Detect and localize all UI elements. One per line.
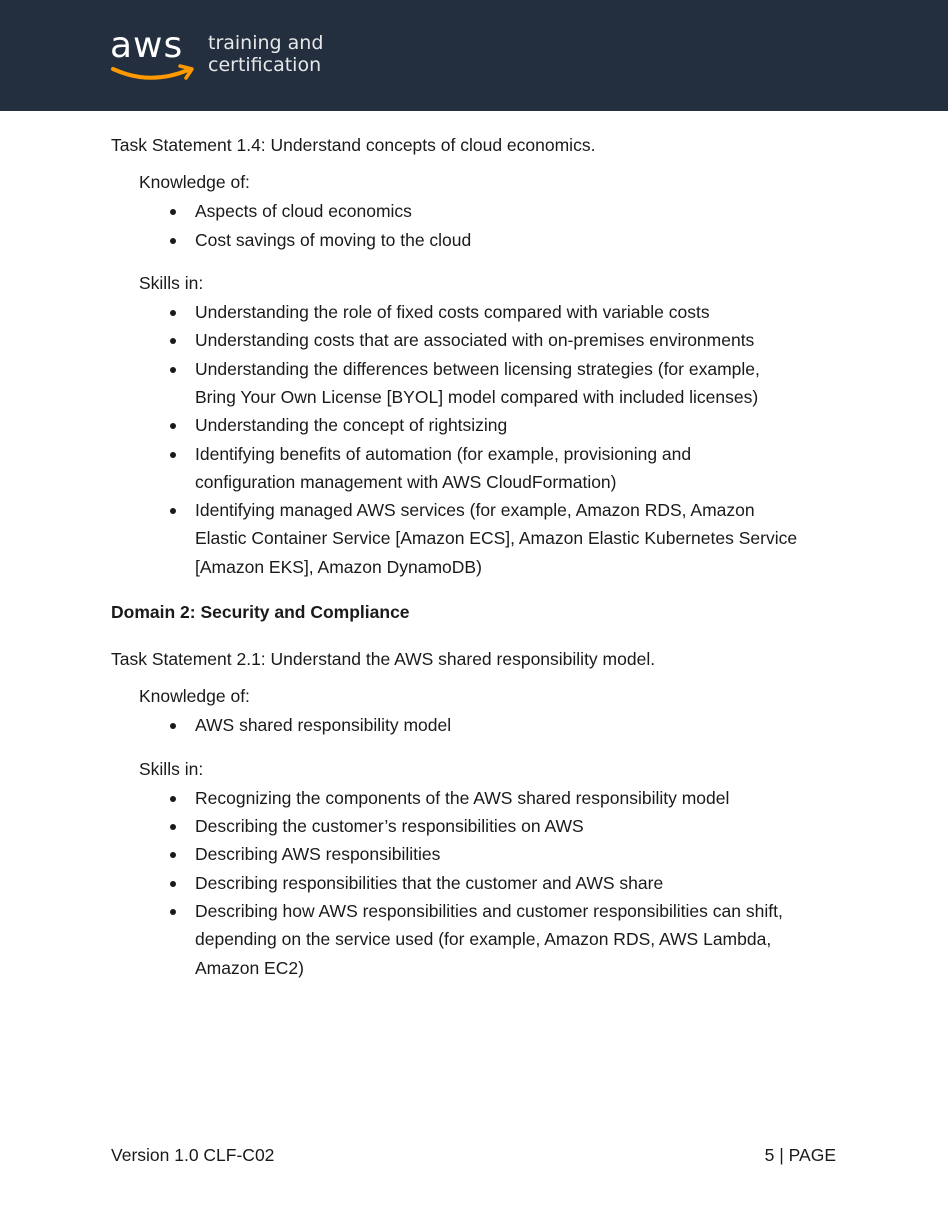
- knowledge-item: Cost savings of moving to the cloud: [195, 230, 472, 250]
- skill-item: Understanding costs that are associated with on-premises environments: [195, 330, 755, 350]
- domain-2-title: Domain 2: Security and Compliance: [111, 602, 410, 622]
- skill-item-continued: configuration management with AWS CloudFormation): [195, 472, 617, 492]
- page-header: [0, 0, 948, 111]
- bullet-icon: [170, 852, 176, 858]
- bullet-icon: [170, 881, 176, 887]
- knowledge-heading: Knowledge of:: [139, 686, 250, 706]
- skill-item: Identifying benefits of automation (for example, provisioning and: [195, 444, 692, 464]
- bullet-icon: [170, 238, 176, 244]
- bullet-icon: [170, 508, 176, 514]
- knowledge-item: Aspects of cloud economics: [195, 201, 412, 221]
- skill-item: Describing the customer’s responsibilities on AWS: [195, 816, 584, 836]
- bullet-icon: [170, 796, 176, 802]
- footer-page-number: 5 | PAGE: [764, 1145, 836, 1165]
- bullet-icon: [170, 367, 176, 373]
- skill-item-continued: depending on the service used (for example, Amazon RDS, AWS Lambda,: [195, 929, 772, 949]
- skill-item-continued: Amazon EC2): [195, 958, 304, 978]
- aws-logo-text: aws: [110, 25, 184, 66]
- footer-version: Version 1.0 CLF-C02: [111, 1145, 275, 1165]
- skills-heading: Skills in:: [139, 273, 204, 293]
- tagline-line-2: certification: [208, 54, 322, 76]
- skill-item: Recognizing the components of the AWS shared responsibility model: [195, 788, 730, 808]
- aws-smile-icon: [110, 64, 200, 84]
- skill-item-continued: [Amazon EKS], Amazon DynamoDB): [195, 557, 482, 577]
- skill-item-continued: Elastic Container Service [Amazon ECS], Amazon Elastic Kubernetes Service: [195, 528, 798, 548]
- knowledge-item: AWS shared responsibility model: [195, 715, 452, 735]
- skill-item: Understanding the concept of rightsizing: [195, 415, 508, 435]
- bullet-icon: [170, 909, 176, 915]
- bullet-icon: [170, 723, 176, 729]
- task-statement-1-4: Task Statement 1.4: Understand concepts of cloud economics.: [111, 135, 596, 155]
- skills-heading: Skills in:: [139, 759, 204, 779]
- knowledge-heading: Knowledge of:: [139, 172, 250, 192]
- bullet-icon: [170, 423, 176, 429]
- skill-item-continued: Bring Your Own License [BYOL] model compared with included licenses): [195, 387, 759, 407]
- skill-item: Describing AWS responsibilities: [195, 844, 441, 864]
- logo-tagline: [208, 32, 323, 76]
- skill-item: Describing responsibilities that the customer and AWS share: [195, 873, 664, 893]
- tagline-line-1: training and: [208, 32, 324, 54]
- skill-item: Describing how AWS responsibilities and customer responsibilities can shift,: [195, 901, 783, 921]
- bullet-icon: [170, 452, 176, 458]
- bullet-icon: [170, 209, 176, 215]
- bullet-icon: [170, 310, 176, 316]
- skill-item: Understanding the role of fixed costs compared with variable costs: [195, 302, 710, 322]
- bullet-icon: [170, 824, 176, 830]
- task-statement-2-1: Task Statement 2.1: Understand the AWS shared responsibility model.: [111, 649, 656, 669]
- skill-item: Understanding the differences between licensing strategies (for example,: [195, 359, 760, 379]
- aws-training-certification-logo: [110, 26, 350, 90]
- bullet-icon: [170, 338, 176, 344]
- skill-item: Identifying managed AWS services (for example, Amazon RDS, Amazon: [195, 500, 755, 520]
